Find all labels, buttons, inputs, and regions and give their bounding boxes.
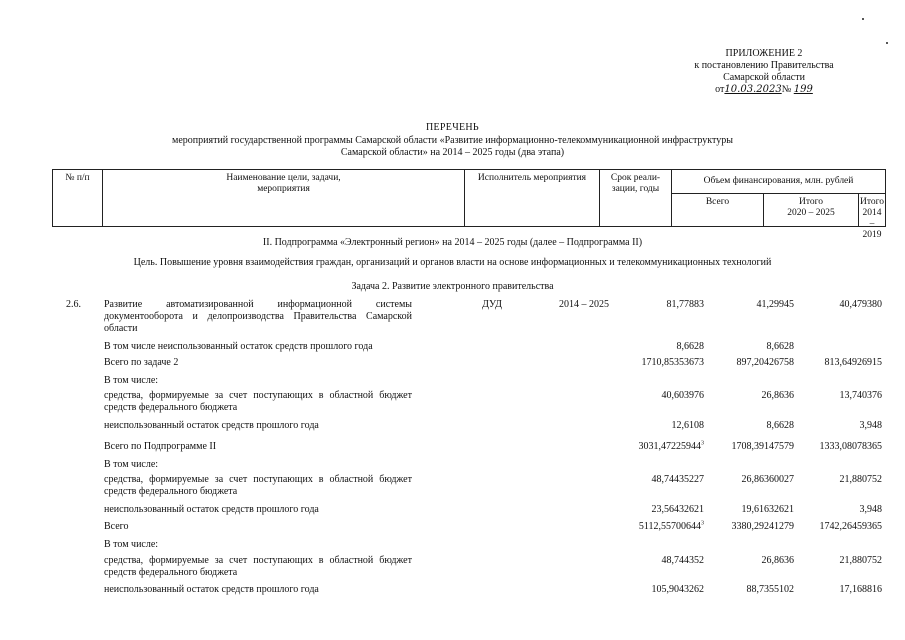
table-row bbox=[0, 390, 905, 413]
row-name: Всего по Подпрограмме II bbox=[104, 441, 217, 452]
table-row bbox=[0, 555, 905, 578]
header-col-executor: Исполнитель мероприятия bbox=[465, 170, 600, 226]
row-2014-2019: 813,64926915 bbox=[824, 357, 882, 368]
appendix-title: ПРИЛОЖЕНИЕ 2 bbox=[725, 48, 803, 59]
row-number: 2.6. bbox=[66, 299, 81, 310]
row-name: В том числе неиспользованный остаток средств прошлого года bbox=[104, 341, 373, 352]
row-2014-2019: 1333,08078365 bbox=[819, 441, 882, 452]
table-row bbox=[0, 459, 905, 475]
row-total: 48,74435227 bbox=[651, 474, 704, 485]
title-line-2: мероприятий государственной программы Самарской области «Развитие информационно-телекоммуникационной инфраструктуры bbox=[172, 134, 733, 146]
appendix-line-2: к постановлению Правительства bbox=[694, 60, 834, 71]
row-2014-2019: 3,948 bbox=[859, 420, 882, 431]
header-col-name bbox=[103, 170, 465, 226]
row-2014-2019: 17,168816 bbox=[839, 584, 882, 595]
row-name: неиспользованный остаток средств прошлого года bbox=[104, 420, 319, 431]
appendix-block bbox=[659, 48, 869, 96]
scan-speck bbox=[886, 42, 888, 44]
row-term: 2014 – 2025 bbox=[559, 299, 609, 310]
header-col-term-line-2: зации, годы bbox=[611, 183, 660, 194]
row-executor: ДУД bbox=[482, 299, 502, 310]
appendix-line-3: Самарской области bbox=[723, 72, 805, 83]
row-name: Всего bbox=[104, 521, 129, 532]
row-2020-2025: 8,6628 bbox=[766, 341, 794, 352]
header-financing-title: Объем финансирования, млн. рублей bbox=[672, 170, 885, 194]
header-col-term-line-1: Срок реали- bbox=[610, 173, 661, 183]
row-2014-2019: 21,880752 bbox=[839, 555, 882, 566]
row-total bbox=[620, 521, 704, 533]
row-2020-2025: 26,86360027 bbox=[741, 474, 794, 485]
table-row bbox=[0, 299, 905, 334]
table-row bbox=[0, 504, 905, 520]
handwritten-date: 10.03.2023 bbox=[724, 84, 782, 95]
title-heading: ПЕРЕЧЕНЬ bbox=[426, 122, 479, 133]
row-2020-2025: 19,61632621 bbox=[741, 504, 794, 515]
table-row bbox=[0, 375, 905, 391]
header-sub-2020-line-2: 2020 – 2025 bbox=[787, 207, 835, 218]
row-2014-2019: 13,740376 bbox=[839, 390, 882, 401]
row-total-value: 3031,47225944 bbox=[638, 441, 701, 452]
row-2020-2025: 26,8636 bbox=[761, 555, 794, 566]
header-sub-2020-2025 bbox=[764, 194, 859, 226]
table-row bbox=[0, 441, 905, 457]
header-col-name-line-2: мероприятия bbox=[257, 183, 310, 194]
table-row bbox=[0, 420, 905, 436]
table-row bbox=[0, 521, 905, 537]
header-sub-2020-line-1: Итого bbox=[798, 197, 824, 207]
appendix-date-number bbox=[715, 84, 813, 96]
row-2014-2019: 21,880752 bbox=[839, 474, 882, 485]
footnote-marker: 3 bbox=[701, 440, 704, 447]
table-row bbox=[0, 584, 905, 600]
row-name: неиспользованный остаток средств прошлого года bbox=[104, 504, 319, 515]
row-name: В том числе: bbox=[104, 375, 159, 386]
row-2020-2025: 897,20426758 bbox=[736, 357, 794, 368]
row-total: 23,56432621 bbox=[651, 504, 704, 515]
header-sub-total: Всего bbox=[672, 194, 764, 226]
document-title bbox=[0, 122, 905, 160]
task-heading: Задача 2. Развитие электронного правительства bbox=[351, 281, 554, 292]
handwritten-number: 199 bbox=[793, 84, 813, 95]
row-2020-2025: 41,29945 bbox=[756, 299, 794, 310]
row-name: неиспользованный остаток средств прошлого года bbox=[104, 584, 319, 595]
row-total: 1710,85353673 bbox=[641, 357, 704, 368]
table-row bbox=[0, 539, 905, 555]
header-sub-2014-2019 bbox=[859, 194, 885, 240]
row-name: В том числе: bbox=[104, 459, 159, 470]
row-2020-2025: 1708,39147579 bbox=[731, 441, 794, 452]
header-col-term bbox=[600, 170, 672, 226]
row-name: Всего по задаче 2 bbox=[104, 357, 179, 368]
table-row bbox=[0, 357, 905, 373]
row-total bbox=[620, 441, 704, 453]
row-2020-2025: 3380,29241279 bbox=[731, 521, 794, 532]
title-line-3: Самарской области» на 2014 – 2025 годы (два этапа) bbox=[340, 147, 565, 158]
date-prefix: от bbox=[715, 84, 725, 95]
number-prefix: № bbox=[781, 84, 792, 95]
row-total: 12,6108 bbox=[671, 420, 704, 431]
row-total: 40,603976 bbox=[661, 390, 704, 401]
row-total: 48,744352 bbox=[661, 555, 704, 566]
goal-heading: Цель. Повышение уровня взаимодействия граждан, организаций и органов власти на основе информационных и телекоммуникационных технологий bbox=[133, 257, 772, 268]
row-name: средства, формируемые за счет поступающих в областной бюджет средств федерального бюджета bbox=[104, 474, 412, 497]
row-2014-2019: 40,479380 bbox=[839, 299, 882, 310]
row-2020-2025: 26,8636 bbox=[761, 390, 794, 401]
header-col-name-line-1: Наименование цели, задачи, bbox=[226, 173, 341, 183]
row-2020-2025: 8,6628 bbox=[766, 420, 794, 431]
subprogram-heading: II. Подпрограмма «Электронный регион» на 2014 – 2025 годы (далее – Подпрограмма II) bbox=[262, 237, 643, 248]
row-total: 81,77883 bbox=[666, 299, 704, 310]
row-total: 105,9043262 bbox=[651, 584, 704, 595]
table-row bbox=[0, 474, 905, 497]
row-2020-2025: 88,7355102 bbox=[746, 584, 794, 595]
row-name: В том числе: bbox=[104, 539, 159, 550]
row-name: Развитие автоматизированной информационной системы документооборота и делопроизводства Правительства Самарской области bbox=[104, 299, 412, 334]
table-header bbox=[52, 169, 886, 240]
row-2014-2019: 3,948 bbox=[859, 504, 882, 515]
row-name: средства, формируемые за счет поступающих в областной бюджет средств федерального бюджета bbox=[104, 555, 412, 578]
header-sub-2014-line-1: Итого bbox=[859, 197, 885, 207]
header-col-financing bbox=[672, 170, 885, 240]
footnote-marker: 3 bbox=[701, 520, 704, 527]
row-total-value: 5112,55700644 bbox=[638, 521, 701, 532]
header-sub-2014-line-2: 2014 – 2019 bbox=[862, 207, 882, 240]
header-col-number: № п/п bbox=[53, 170, 103, 226]
row-name: средства, формируемые за счет поступающих в областной бюджет средств федерального бюджета bbox=[104, 390, 412, 413]
row-2014-2019: 1742,26459365 bbox=[819, 521, 882, 532]
row-total: 8,6628 bbox=[676, 341, 704, 352]
table-row bbox=[0, 341, 905, 357]
scan-speck bbox=[862, 18, 864, 20]
